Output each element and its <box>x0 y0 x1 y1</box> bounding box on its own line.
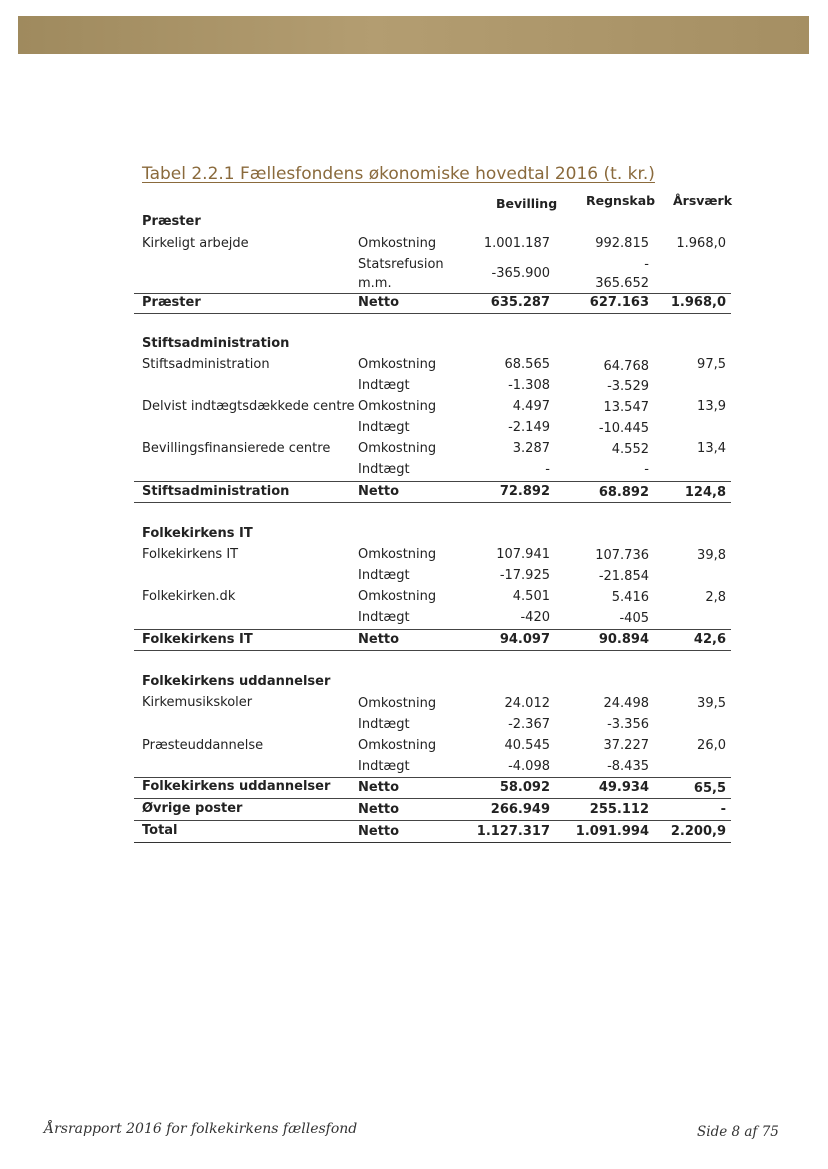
header-regnskab: Regnskab <box>586 193 656 208</box>
aarsvaerk-value: 1.968,0 <box>670 295 726 310</box>
aarsvaerk-value: - <box>720 802 726 817</box>
bevilling-value: 4.501 <box>512 589 550 604</box>
subtotal-type: Netto <box>358 632 400 647</box>
aarsvaerk-value: 2,8 <box>705 590 726 605</box>
row-divider <box>134 820 731 821</box>
row-type: Indtægt <box>358 420 410 435</box>
regnskab-value: -10.445 <box>598 421 649 436</box>
subtotal-type: Netto <box>358 780 400 795</box>
row-type: Omkostning <box>358 738 437 753</box>
regnskab-value: 13.547 <box>603 400 649 415</box>
regnskab-value: 37.227 <box>603 738 649 753</box>
row-label: Stiftsadministration <box>142 357 270 372</box>
header-banner <box>18 16 809 54</box>
row-type: Indtægt <box>358 462 410 477</box>
row-type: Omkostning <box>358 547 437 562</box>
row-type: Omkostning <box>358 357 437 372</box>
footer-page-number: Side 8 af 75 <box>697 1124 779 1140</box>
aarsvaerk-value: 65,5 <box>693 781 726 796</box>
aarsvaerk-value: 13,9 <box>697 399 726 414</box>
regnskab-value: -3.356 <box>607 717 649 732</box>
bevilling-value: -365.900 <box>491 266 550 281</box>
bevilling-value: -1.308 <box>508 378 550 393</box>
row-type: Indtægt <box>358 717 410 732</box>
section-heading: Folkekirkens uddannelser <box>142 674 331 689</box>
regnskab-value: 255.112 <box>589 802 649 817</box>
row-type: Indtægt <box>358 378 410 393</box>
row-label: Bevillingsfinansierede centre <box>142 441 331 456</box>
row-divider <box>134 650 731 651</box>
row-type: Indtægt <box>358 759 410 774</box>
regnskab-value: 68.892 <box>598 485 649 500</box>
table-title: Tabel 2.2.1 Fællesfondens økonomiske hovedtal 2016 (t. kr.) <box>142 164 655 184</box>
regnskab-value: 627.163 <box>589 295 649 310</box>
row-type: Statsrefusion <box>358 257 444 272</box>
row-label: Delvist indtægtsdækkede centre <box>142 399 355 414</box>
row-label: Præsteuddannelse <box>142 738 264 753</box>
bevilling-value: - <box>545 462 550 477</box>
regnskab-value: -8.435 <box>607 759 649 774</box>
aarsvaerk-value: 39,8 <box>697 548 726 563</box>
aarsvaerk-value: 2.200,9 <box>670 824 726 839</box>
bevilling-value: -2.367 <box>508 717 550 732</box>
regnskab-dash: - <box>644 257 649 272</box>
aarsvaerk-value: 13,4 <box>697 441 726 456</box>
grand-total-type: Netto <box>358 824 400 839</box>
row-type: Omkostning <box>358 236 437 251</box>
row-label: Folkekirken.dk <box>142 589 236 604</box>
row-label: Kirkeligt arbejde <box>142 236 249 251</box>
header-bevilling: Bevilling <box>496 196 558 211</box>
bevilling-value: 94.097 <box>499 632 550 647</box>
regnskab-value: -405 <box>619 611 649 626</box>
regnskab-value: 5.416 <box>611 590 649 605</box>
row-type: Omkostning <box>358 696 437 711</box>
regnskab-value: 49.934 <box>598 780 649 795</box>
row-type-cont: m.m. <box>358 276 392 291</box>
row-divider <box>134 502 731 503</box>
section-heading: Præster <box>142 214 201 229</box>
row-divider <box>134 629 731 630</box>
bevilling-value: -17.925 <box>499 568 550 583</box>
aarsvaerk-value: 1.968,0 <box>676 236 726 251</box>
subtotal-type: Netto <box>358 484 400 499</box>
table-bottom-border <box>134 842 731 843</box>
bevilling-value: 1.127.317 <box>476 824 550 839</box>
subtotal-label: Øvrige poster <box>142 801 243 816</box>
section-heading: Stiftsadministration <box>142 336 290 351</box>
bevilling-value: -4.098 <box>508 759 550 774</box>
bevilling-value: -420 <box>520 610 550 625</box>
row-divider <box>134 293 731 294</box>
subtotal-type: Netto <box>358 802 400 817</box>
regnskab-value: 107.736 <box>595 548 649 563</box>
row-divider <box>134 777 731 778</box>
regnskab-value: 1.091.994 <box>575 824 649 839</box>
footer-report-title: Årsrapport 2016 for folkekirkens fællesfond <box>44 1121 358 1137</box>
grand-total-label: Total <box>142 823 178 838</box>
bevilling-value: -2.149 <box>508 420 550 435</box>
bevilling-value: 72.892 <box>499 484 550 499</box>
subtotal-label: Præster <box>142 295 201 310</box>
row-divider <box>134 481 731 482</box>
aarsvaerk-value: 26,0 <box>697 738 726 753</box>
row-type: Omkostning <box>358 399 437 414</box>
aarsvaerk-value: 124,8 <box>684 485 726 500</box>
regnskab-value: 4.552 <box>611 442 649 457</box>
bevilling-value: 24.012 <box>504 696 550 711</box>
bevilling-value: 266.949 <box>490 802 550 817</box>
subtotal-type: Netto <box>358 295 400 310</box>
row-type: Omkostning <box>358 441 437 456</box>
row-label: Folkekirkens IT <box>142 547 239 562</box>
regnskab-value: 90.894 <box>598 632 649 647</box>
bevilling-value: 1.001.187 <box>483 236 550 251</box>
regnskab-value: 365.652 <box>595 276 649 291</box>
row-divider <box>134 798 731 799</box>
regnskab-value: 24.498 <box>603 696 649 711</box>
bevilling-value: 3.287 <box>512 441 550 456</box>
bevilling-value: 58.092 <box>499 780 550 795</box>
regnskab-value: 64.768 <box>603 359 649 374</box>
regnskab-value: -21.854 <box>598 569 649 584</box>
aarsvaerk-value: 42,6 <box>693 632 726 647</box>
section-heading: Folkekirkens IT <box>142 526 253 541</box>
subtotal-label: Stiftsadministration <box>142 484 290 499</box>
aarsvaerk-value: 97,5 <box>697 357 726 372</box>
bevilling-value: 40.545 <box>504 738 550 753</box>
row-type: Indtægt <box>358 568 410 583</box>
row-divider <box>134 313 731 314</box>
header-aarsvaerk: Årsværk <box>673 193 733 208</box>
regnskab-value: - <box>644 462 649 477</box>
subtotal-label: Folkekirkens IT <box>142 632 253 647</box>
bevilling-value: 68.565 <box>504 357 550 372</box>
regnskab-value: 992.815 <box>595 236 649 251</box>
bevilling-value: 107.941 <box>496 547 550 562</box>
subtotal-label: Folkekirkens uddannelser <box>142 779 331 794</box>
aarsvaerk-value: 39,5 <box>697 696 726 711</box>
row-type: Indtægt <box>358 610 410 625</box>
row-label: Kirkemusikskoler <box>142 695 253 710</box>
bevilling-value: 635.287 <box>490 295 550 310</box>
bevilling-value: 4.497 <box>512 399 550 414</box>
regnskab-value: -3.529 <box>607 379 649 394</box>
row-type: Omkostning <box>358 589 437 604</box>
